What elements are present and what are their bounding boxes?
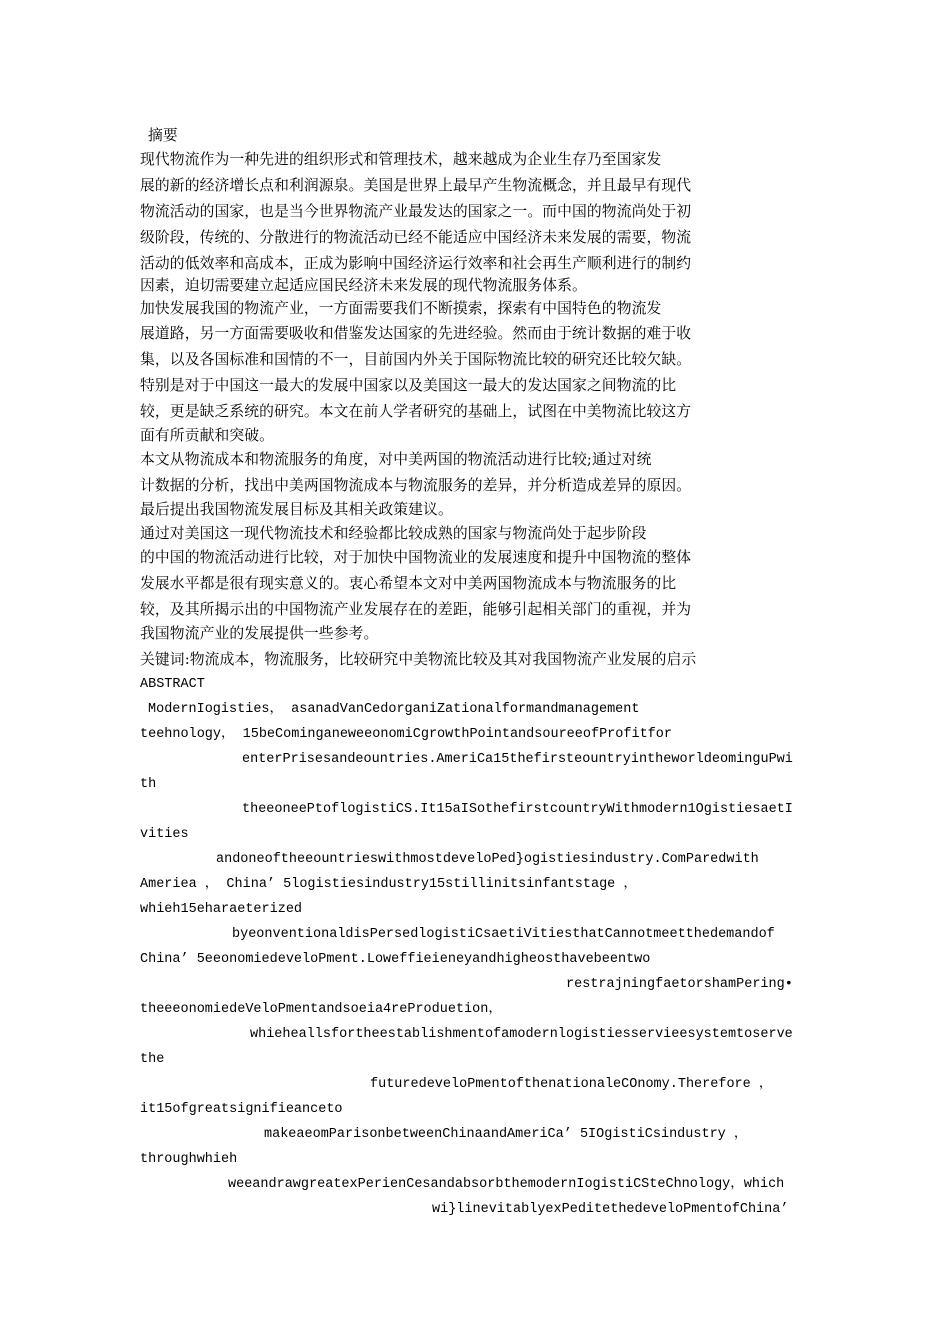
zh-line: 面有所贡献和突破。 (140, 427, 275, 444)
zh-line: 加快发展我国的物流产业，一方面需要我们不断摸索，探索有中国特色的物流发 (140, 300, 662, 317)
en-line: makeaeomParisonbetweenChinaandAmeriCa’ 5IOgistiCsindustry ， (264, 1127, 748, 1142)
zh-line: 通过对美国这一现代物流技术和经验都比较成熟的国家与物流尚处于起步阶段 (140, 525, 647, 542)
en-line: theeoneePtoflogistiCS.It15aISothefirstcountryWithmodern1OgistiesaetI (242, 802, 793, 817)
zh-line: 展道路，另一方面需要吸收和借鉴发达国家的先进经验。然而由于统计数据的难于收 (140, 325, 692, 342)
en-line: vities (140, 827, 189, 842)
en-line: theeeonomiedeVeloPmentandsoeia4reProduetion， (140, 1002, 502, 1017)
zh-line: 我国物流产业的发展提供一些参考。 (140, 625, 379, 642)
en-line: wi}linevitablyexPeditethedeveloPmentofChina’ (432, 1202, 789, 1217)
zh-line: 活动的低效率和高成本，正成为影响中国经济运行效率和社会再生产顺利进行的制约 (140, 255, 692, 272)
en-line: ModernIogisties， asanadVanCedorganiZationalformandmanagement (148, 702, 640, 717)
zh-line: 现代物流作为一种先进的组织形式和管理技术，越来越成为企业生存乃至国家发 (140, 151, 662, 168)
en-line: it15ofgreatsignifieanceto (140, 1102, 343, 1117)
zh-line: 特别是对于中国这一最大的发展中国家以及美国这一最大的发达国家之间物流的比 (140, 377, 677, 394)
zh-line: 级阶段，传统的、分散进行的物流活动已经不能适应中国经济未来发展的需要，物流 (140, 229, 692, 246)
en-line: Ameriea ， China’ 5logistiesindustry15stillinitsinfantstage ， (140, 877, 637, 892)
zh-line: 物流活动的国家，也是当今世界物流产业最发达的国家之一。而中国的物流尚处于初 (140, 203, 692, 220)
zh-line: 计数据的分析，找出中美两国物流成本与物流服务的差异，并分析造成差异的原因。 (140, 477, 692, 494)
en-line: whieh15eharaeterized (140, 902, 303, 917)
zh-line: 集，以及各国标准和国情的不一，目前国内外关于国际物流比较的研究还比较欠缺。 (140, 351, 692, 368)
en-line: restrajningfaetorshamPering• (566, 977, 793, 992)
keywords-line: 关键词:物流成本，物流服务，比较研究中美物流比较及其对我国物流产业发展的启示 (140, 651, 697, 668)
zh-line: 较，及其所揭示出的中国物流产业发展存在的差距，能够引起相关部门的重视，并为 (140, 601, 692, 618)
abstract-heading-en: ABSTRACT (140, 677, 205, 692)
abstract-heading-zh: 摘要 (148, 127, 178, 144)
en-line: th (140, 777, 157, 792)
en-line: whieheallsfortheestablishmentofamodernlogistiesservieesystemtoserve (250, 1027, 793, 1042)
zh-line: 因素，迫切需要建立起适应国民经济未来发展的现代物流服务体系。 (140, 277, 587, 294)
en-line: the (140, 1052, 165, 1067)
zh-line: 本文从物流成本和物流服务的角度，对中美两国的物流活动进行比较;通过对统 (140, 451, 652, 468)
zh-line: 发展水平都是很有现实意义的。衷心希望本文对中美两国物流成本与物流服务的比 (140, 575, 677, 592)
zh-line: 最后提出我国物流发展目标及其相关政策建议。 (140, 501, 453, 518)
en-line: futuredeveloPmentofthenationaleCOnomy.Therefore ， (370, 1077, 773, 1092)
zh-line: 展的新的经济增长点和利润源泉。美国是世界上最早产生物流概念，并且最早有现代 (140, 177, 692, 194)
en-line: China’ 5eeonomiedeveloPment.Loweffieieneyandhigheosthavebeentwo (140, 952, 651, 967)
en-line: andoneoftheeountrieswithmostdeveloPed}ogistiesindustry.ComParedwith (216, 852, 759, 867)
en-line: weeandrawgreatexPerienCesandabsorbthemodernIogistiCSteChnology，which (228, 1177, 785, 1192)
zh-line: 的中国的物流活动进行比较，对于加快中国物流业的发展速度和提升中国物流的整体 (140, 549, 692, 566)
en-line: teehnology， 15beCominganeweeonomiCgrowthPointandsoureeofProfitfor (140, 727, 672, 742)
zh-line: 较，更是缺乏系统的研究。本文在前人学者研究的基础上，试图在中美物流比较这方 (140, 403, 692, 420)
en-line: throughwhieh (140, 1152, 238, 1167)
en-line: enterPrisesandeountries.AmeriCa15thefirsteountryintheworldeominguPwi (242, 752, 793, 767)
en-line: byeonventionaldisPersedlogistiCsaetiVitiesthatCannotmeetthedemandof (232, 927, 775, 942)
